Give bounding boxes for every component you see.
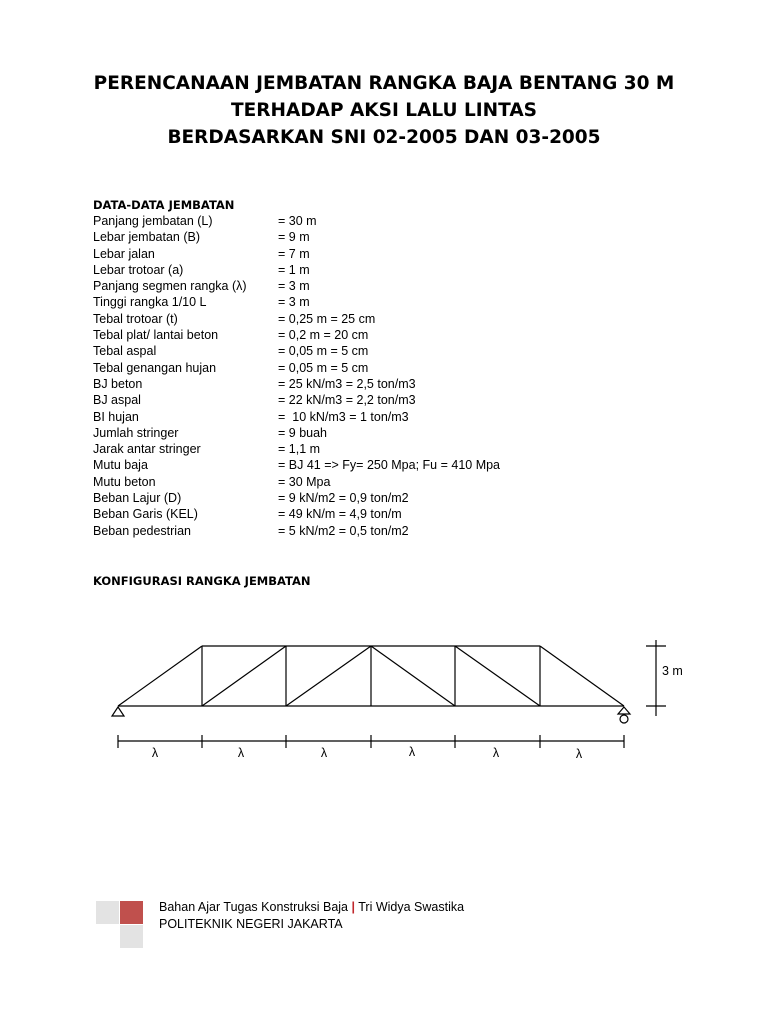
data-row-label: BJ beton bbox=[93, 376, 143, 391]
data-row-value: = 0,05 m = 5 cm bbox=[278, 360, 369, 375]
data-row-value: = 1 m bbox=[278, 262, 310, 277]
data-row-label: Jarak antar stringer bbox=[93, 442, 201, 457]
logo-square bbox=[120, 925, 143, 948]
data-row-label: Tebal plat/ lantai beton bbox=[93, 328, 219, 343]
segment-label: λ bbox=[237, 746, 245, 760]
footer-course: Bahan Ajar Tugas Konstruksi Baja bbox=[159, 900, 349, 914]
data-row-label: Mutu beton bbox=[93, 474, 156, 489]
end-diagonal-right bbox=[540, 646, 624, 706]
title-line-1: PERENCANAAN JEMBATAN RANGKA BAJA BENTANG 30 M bbox=[93, 73, 675, 94]
data-row-label: BI hujan bbox=[93, 409, 139, 424]
footer-author: Tri Widya Swastika bbox=[358, 900, 465, 914]
data-row-label: Lebar jalan bbox=[93, 246, 155, 261]
height-label: 3 m bbox=[662, 664, 683, 678]
diagonal-member bbox=[455, 646, 540, 706]
data-row-label: Panjang segmen rangka (λ) bbox=[93, 279, 247, 294]
data-row-value: = 7 m bbox=[278, 246, 310, 261]
title-line-2: TERHADAP AKSI LALU LINTAS bbox=[231, 100, 537, 121]
footer-separator: | bbox=[351, 900, 355, 914]
segment-label: λ bbox=[575, 747, 583, 761]
data-row-label: Mutu baja bbox=[93, 458, 148, 473]
data-row-value: = 3 m bbox=[278, 295, 310, 310]
footer-line-1 bbox=[159, 899, 464, 916]
segment-label: λ bbox=[408, 745, 416, 759]
truss-section-heading: KONFIGURASI RANGKA JEMBATAN bbox=[93, 574, 311, 588]
data-row-value: = 25 kN/m3 = 2,5 ton/m3 bbox=[278, 376, 416, 391]
data-row-value: = 49 kN/m = 4,9 ton/m bbox=[278, 507, 402, 522]
data-row-label: Jumlah stringer bbox=[93, 425, 179, 440]
data-section-heading: DATA-DATA JEMBATAN bbox=[93, 198, 235, 212]
data-row-label: Beban Garis (KEL) bbox=[93, 507, 198, 522]
data-row-label: Tebal genangan hujan bbox=[93, 360, 217, 375]
data-row-value: = 0,25 m = 25 cm bbox=[278, 311, 376, 326]
roller-support-right bbox=[618, 707, 630, 714]
end-diagonal-left bbox=[118, 646, 202, 706]
segment-label: λ bbox=[151, 746, 159, 760]
data-row-value: = 30 Mpa bbox=[278, 474, 331, 489]
data-row-value: = 30 m bbox=[278, 214, 317, 228]
data-row-label: Lebar trotoar (a) bbox=[93, 262, 184, 277]
data-row-value: = 0,05 m = 5 cm bbox=[278, 344, 369, 359]
logo-square bbox=[120, 901, 143, 924]
pin-support-left bbox=[112, 707, 124, 716]
data-row-label: Tinggi rangka 1/10 L bbox=[93, 295, 207, 310]
data-row-value: = 5 kN/m2 = 0,5 ton/m2 bbox=[278, 523, 409, 538]
footer-institution: POLITEKNIK NEGERI JAKARTA bbox=[159, 917, 343, 931]
diagonal-member bbox=[371, 646, 455, 706]
data-row-value: = 9 buah bbox=[278, 425, 328, 440]
data-row-value: = 22 kN/m3 = 2,2 ton/m3 bbox=[278, 393, 416, 408]
data-row-value: = BJ 41 => Fy= 250 Mpa; Fu = 410 Mpa bbox=[278, 458, 501, 473]
title-line-3: BERDASARKAN SNI 02-2005 DAN 03-2005 bbox=[167, 127, 601, 148]
logo-square bbox=[96, 901, 119, 924]
data-row-label: Panjang jembatan (L) bbox=[93, 214, 213, 228]
data-row-label: Lebar jembatan (B) bbox=[93, 230, 201, 245]
data-row-label: Tebal trotoar (t) bbox=[93, 311, 178, 326]
data-row-label: Tebal aspal bbox=[93, 344, 157, 359]
diagonal-member bbox=[286, 646, 371, 706]
diagonal-member bbox=[202, 646, 286, 706]
data-row-label: Beban Lajur (D) bbox=[93, 491, 182, 506]
data-row-label: BJ aspal bbox=[93, 393, 141, 408]
roller-wheel bbox=[620, 715, 628, 723]
data-row-label: Beban pedestrian bbox=[93, 523, 191, 538]
data-row-value: = 3 m bbox=[278, 279, 310, 294]
segment-label: λ bbox=[492, 746, 500, 760]
data-row-value: = 1,1 m bbox=[278, 442, 321, 457]
footer bbox=[159, 899, 464, 933]
segment-label: λ bbox=[320, 746, 328, 760]
data-row-value: = 0,2 m = 20 cm bbox=[278, 328, 369, 343]
data-row-value: = 10 kN/m3 = 1 ton/m3 bbox=[278, 409, 409, 424]
data-row-value: = 9 m bbox=[278, 230, 310, 245]
data-row-value: = 9 kN/m2 = 0,9 ton/m2 bbox=[278, 491, 409, 506]
